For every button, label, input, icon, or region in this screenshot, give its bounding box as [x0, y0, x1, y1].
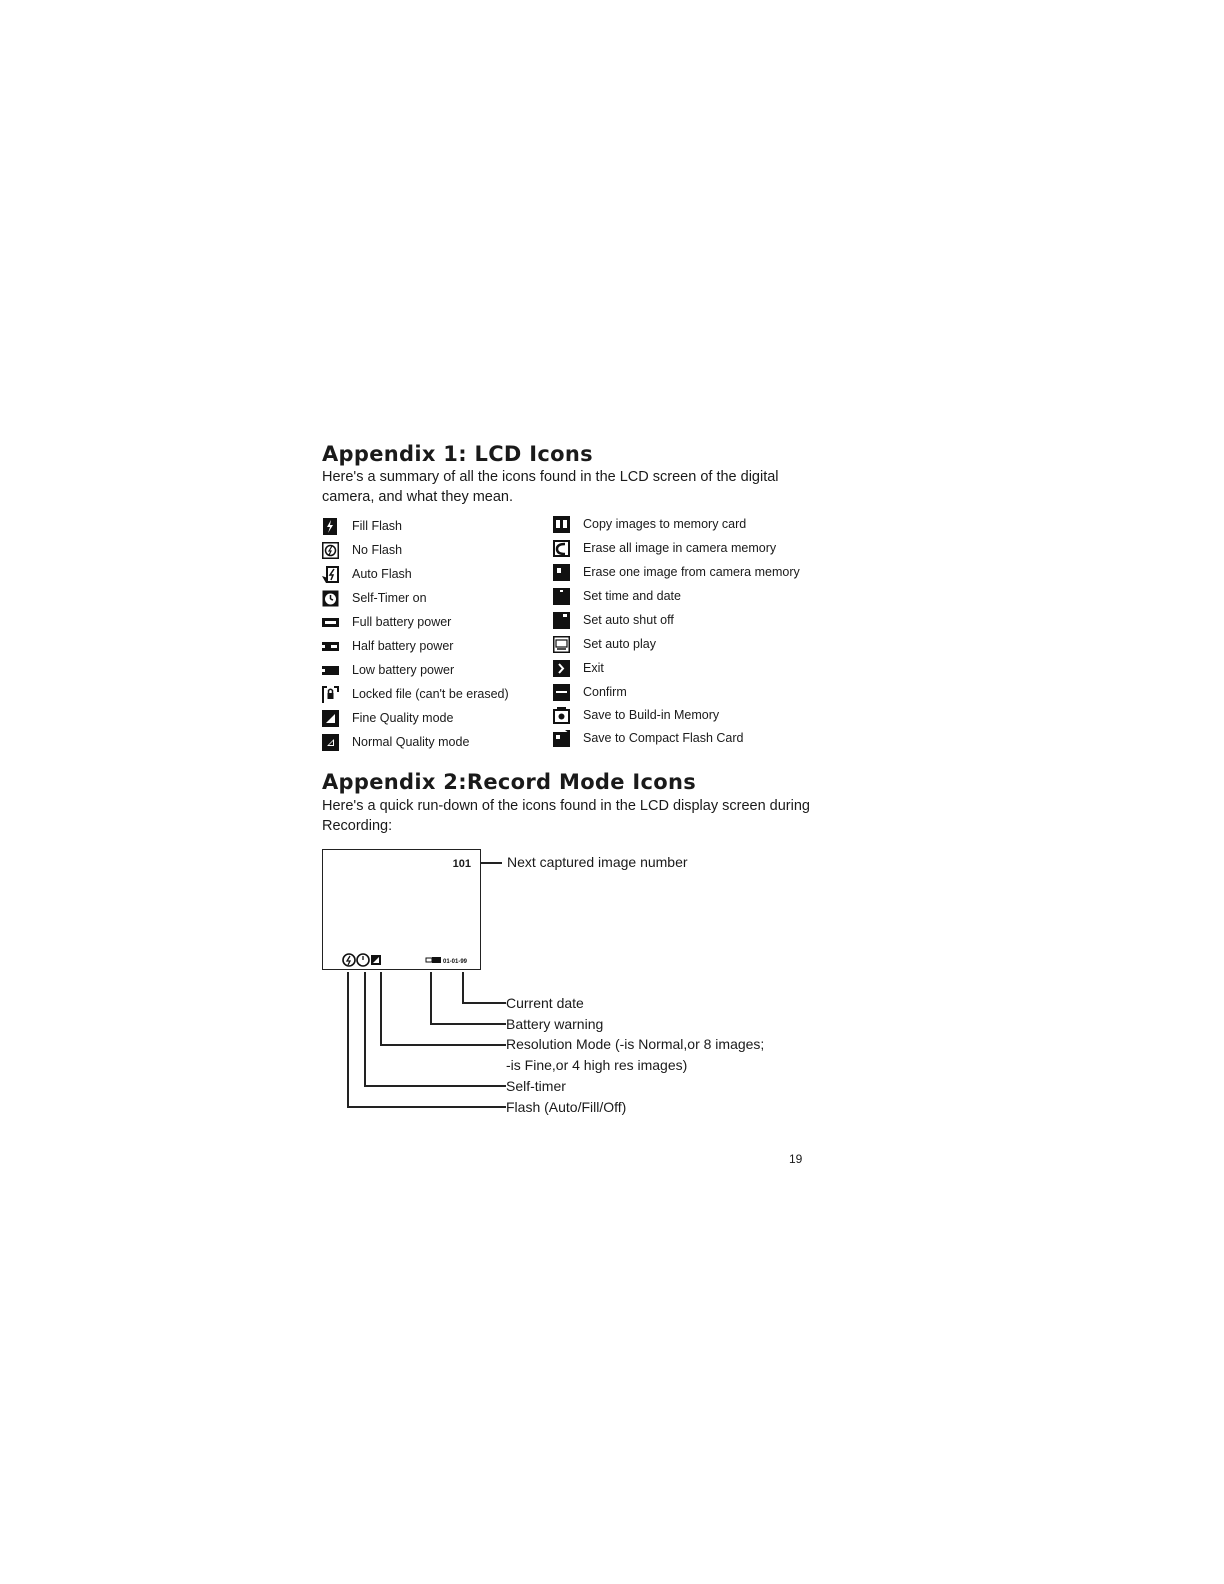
- icon-label: Confirm: [583, 685, 627, 699]
- fine-quality-icon: [322, 710, 339, 727]
- icon-row-half-battery: [322, 635, 453, 657]
- icon-row-save-built-in: [553, 704, 719, 726]
- icon-row-set-time-date: [553, 585, 681, 607]
- callout-battery: Battery warning: [506, 1016, 604, 1032]
- icon-row-no-flash: [322, 539, 402, 561]
- lcd-resolution-icon: [371, 955, 381, 965]
- lcd-screen-diagram: [322, 849, 481, 970]
- leader-battery-vertical: [430, 972, 432, 1024]
- lcd-date: 01-01-99: [443, 959, 468, 965]
- icon-row-auto-play: [553, 633, 656, 655]
- lcd-image-number: 101: [452, 858, 471, 870]
- callout-resolution-line1: Resolution Mode (-is Normal,or 8 images;: [506, 1036, 765, 1052]
- icon-label: Erase all image in camera memory: [583, 541, 777, 555]
- icon-label: Fine Quality mode: [352, 711, 454, 725]
- icon-label: Copy images to memory card: [583, 517, 747, 531]
- lcd-status-bar: [342, 953, 478, 967]
- appendix-1-intro: Here's a summary of all the icons found in the LCD screen of the digital camera, and what they mean.: [322, 469, 779, 505]
- icon-row-exit: [553, 657, 604, 679]
- icon-row-confirm: [553, 681, 627, 703]
- icon-row-self-timer: [322, 587, 427, 609]
- leader-date-vertical: [462, 972, 464, 1003]
- icon-row-normal-quality: [322, 731, 469, 753]
- self-timer-icon: [322, 590, 339, 607]
- set-time-date-icon: [553, 588, 570, 605]
- icon-row-fine-quality: [322, 707, 453, 729]
- lcd-self-timer-icon: [357, 954, 369, 966]
- icon-label: Save to Build-in Memory: [583, 708, 720, 722]
- icon-label: Set time and date: [583, 589, 681, 603]
- icon-row-save-compact-flash: [553, 727, 744, 749]
- icon-label: Fill Flash: [352, 519, 403, 533]
- icon-label: No Flash: [352, 543, 403, 557]
- icon-label: Self-Timer on: [352, 591, 427, 605]
- leader-self-timer-horizontal: [364, 1085, 506, 1087]
- exit-icon: [553, 660, 570, 677]
- confirm-icon: [553, 684, 570, 701]
- locked-file-icon: [322, 686, 339, 703]
- icon-label: Normal Quality mode: [352, 735, 470, 749]
- icon-row-erase-all: [553, 537, 776, 559]
- auto-play-icon: [553, 636, 570, 653]
- icon-label: Set auto shut off: [583, 613, 674, 627]
- icon-row-fill-flash: [322, 515, 402, 537]
- leader-flash-vertical: [347, 972, 349, 1107]
- lcd-flash-icon: [343, 954, 355, 966]
- leader-date-horizontal: [462, 1002, 506, 1004]
- icon-row-locked-file: [322, 683, 509, 705]
- icon-label: Exit: [583, 661, 604, 675]
- no-flash-icon: [322, 542, 339, 559]
- auto-flash-icon: [322, 566, 339, 583]
- erase-all-icon: [553, 540, 570, 557]
- full-battery-icon: [322, 614, 339, 631]
- leader-battery-horizontal: [430, 1023, 506, 1025]
- icon-label: Full battery power: [352, 615, 452, 629]
- icon-label: Erase one image from camera memory: [583, 565, 800, 579]
- appendix-2-intro: Here's a quick run-down of the icons found in the LCD display screen during Recording:: [322, 798, 810, 834]
- save-built-in-memory-icon: [553, 707, 570, 724]
- auto-shut-off-icon: [553, 612, 570, 629]
- normal-quality-icon: [322, 734, 339, 751]
- leader-resolution-vertical: [380, 972, 382, 1045]
- icon-row-erase-one: [553, 561, 800, 583]
- callout-self-timer: Self-timer: [506, 1078, 566, 1094]
- icon-row-full-battery: [322, 611, 451, 633]
- icon-label: Set auto play: [583, 637, 656, 651]
- appendix-2-title: Appendix 2:Record Mode Icons: [322, 770, 697, 794]
- callout-next-image: Next captured image number: [507, 854, 688, 870]
- copy-to-card-icon: [553, 516, 570, 533]
- half-battery-icon: [322, 638, 339, 655]
- erase-one-icon: [553, 564, 570, 581]
- lcd-battery-icon: [426, 957, 441, 963]
- icon-label: Half battery power: [352, 639, 454, 653]
- icon-label: Save to Compact Flash Card: [583, 731, 744, 745]
- appendix-1-title: Appendix 1: LCD Icons: [322, 442, 593, 466]
- callout-resolution-line2: -is Fine,or 4 high res images): [506, 1057, 688, 1073]
- leader-next-image: [481, 862, 502, 864]
- icon-label: Auto Flash: [352, 567, 412, 581]
- leader-flash-horizontal: [347, 1106, 506, 1108]
- icon-row-low-battery: [322, 659, 454, 681]
- icon-label: Low battery power: [352, 663, 455, 677]
- callout-flash: Flash (Auto/Fill/Off): [506, 1099, 627, 1115]
- icon-row-copy-to-card: [553, 513, 746, 535]
- page-number: 19: [789, 1152, 803, 1166]
- low-battery-icon: [322, 662, 339, 679]
- leader-self-timer-vertical: [364, 972, 366, 1086]
- icon-label: Locked file (can't be erased): [352, 687, 509, 701]
- leader-resolution-horizontal: [380, 1044, 506, 1046]
- fill-flash-icon: [322, 518, 339, 535]
- icon-row-auto-shut-off: [553, 609, 674, 631]
- icon-row-auto-flash: [322, 563, 412, 585]
- save-compact-flash-icon: [553, 730, 570, 747]
- callout-current-date: Current date: [506, 995, 584, 1011]
